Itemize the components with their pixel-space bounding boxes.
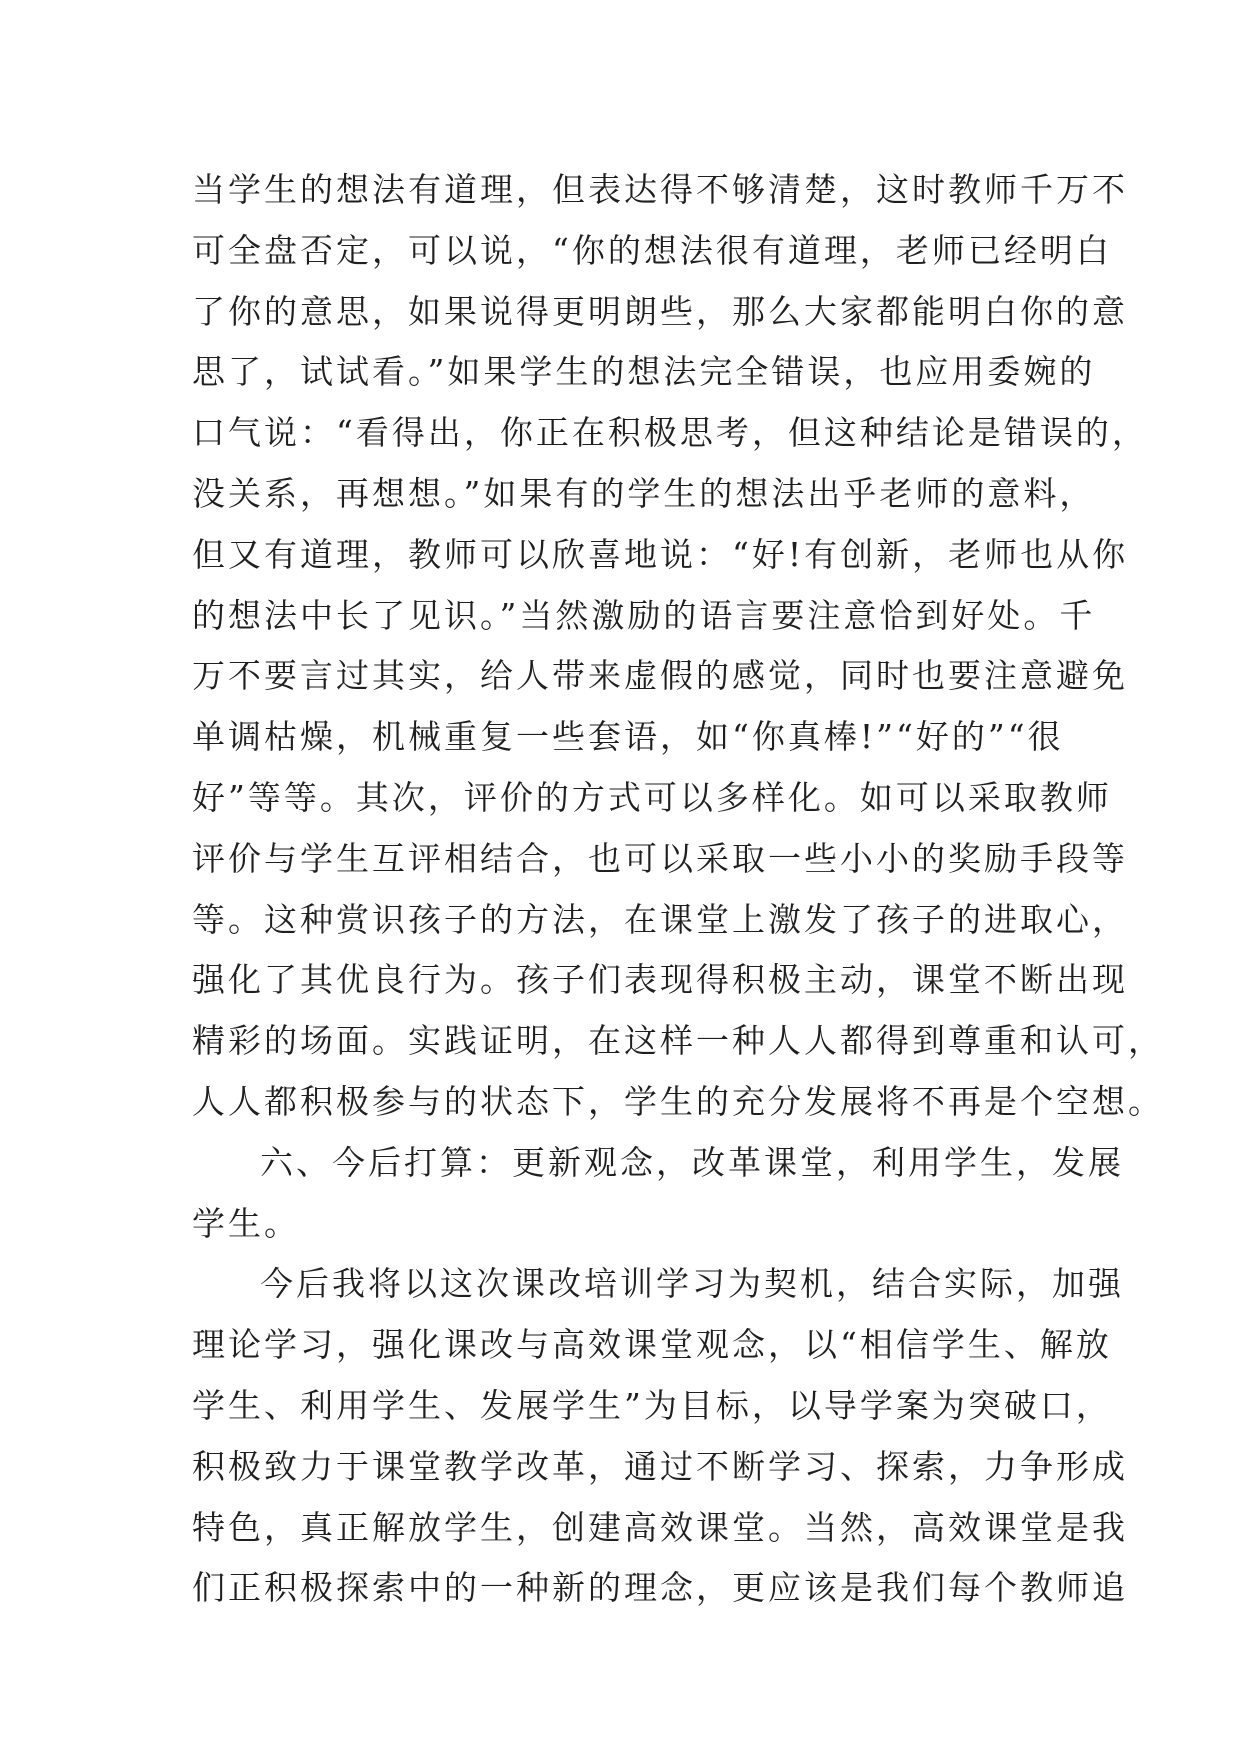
paragraph-evaluation xyxy=(192,160,1164,1133)
text-line: 当学生的想法有道理，但表达得不够清楚，这时教师千万不 xyxy=(192,170,1128,209)
document-body xyxy=(192,160,1164,1619)
text-line: 了你的意思，如果说得更明朗些，那么大家都能明白你的意 xyxy=(192,291,1128,331)
text-line: 评价与学生互评相结合，也可以采取一些小小的奖励手段等 xyxy=(192,838,1128,878)
text-line: 没关系，再想想。”如果有的学生的想法出乎老师的意料， xyxy=(192,473,1096,513)
text-line: 的想法中长了见识。”当然激励的语言要注意恰到好处。千 xyxy=(192,595,1096,635)
text-line: 们正积极探索中的一种新的理念，更应该是我们每个教师追 xyxy=(192,1568,1128,1608)
text-line: 理论学习，强化课改与高效课堂观念，以“相信学生、解放 xyxy=(192,1325,1112,1365)
text-line: 思了，试试看。”如果学生的想法完全错误，也应用委婉的 xyxy=(192,352,1096,392)
section-heading-six xyxy=(192,1133,1124,1255)
text-line: 单调枯燥，机械重复一些套语，如“你真棒!”“好的”“很 xyxy=(192,717,1064,757)
section-heading-line: 学生。 xyxy=(192,1203,300,1243)
text-line: 口气说：“看得出，你正在积极思考，但这种结论是错误的， xyxy=(192,413,1148,453)
text-line: 但又有道理，教师可以欣喜地说：“好!有创新，老师也从你 xyxy=(192,534,1129,574)
section-heading-line: 六、今后打算：更新观念，改革课堂，利用学生，发展 xyxy=(260,1142,1124,1182)
text-line: 学生、利用学生、发展学生”为目标，以导学案为突破口， xyxy=(192,1385,1112,1425)
text-line: 强化了其优良行为。孩子们表现得积极主动，课堂不断出现 xyxy=(192,960,1128,1000)
text-line: 积极致力于课堂教学改革，通过不断学习、探索，力争形成 xyxy=(192,1446,1128,1486)
text-line: 人人都积极参与的状态下，学生的充分发展将不再是个空想。 xyxy=(192,1081,1164,1121)
text-line: 等。这种赏识孩子的方法，在课堂上激发了孩子的进取心， xyxy=(192,899,1128,939)
text-line: 好”等等。其次，评价的方式可以多样化。如可以采取教师 xyxy=(192,777,1112,817)
text-line: 万不要言过其实，给人带来虚假的感觉，同时也要注意避免 xyxy=(192,656,1128,696)
text-line: 精彩的场面。实践证明，在这样一种人人都得到尊重和认可， xyxy=(192,1021,1164,1061)
text-line: 今后我将以这次课改培训学习为契机，结合实际，加强 xyxy=(260,1264,1124,1304)
text-line: 可全盘否定，可以说，“你的想法很有道理，老师已经明白 xyxy=(192,230,1112,270)
text-line: 特色，真正解放学生，创建高效课堂。当然，高效课堂是我 xyxy=(192,1507,1128,1547)
paragraph-future-plan xyxy=(192,1254,1128,1619)
